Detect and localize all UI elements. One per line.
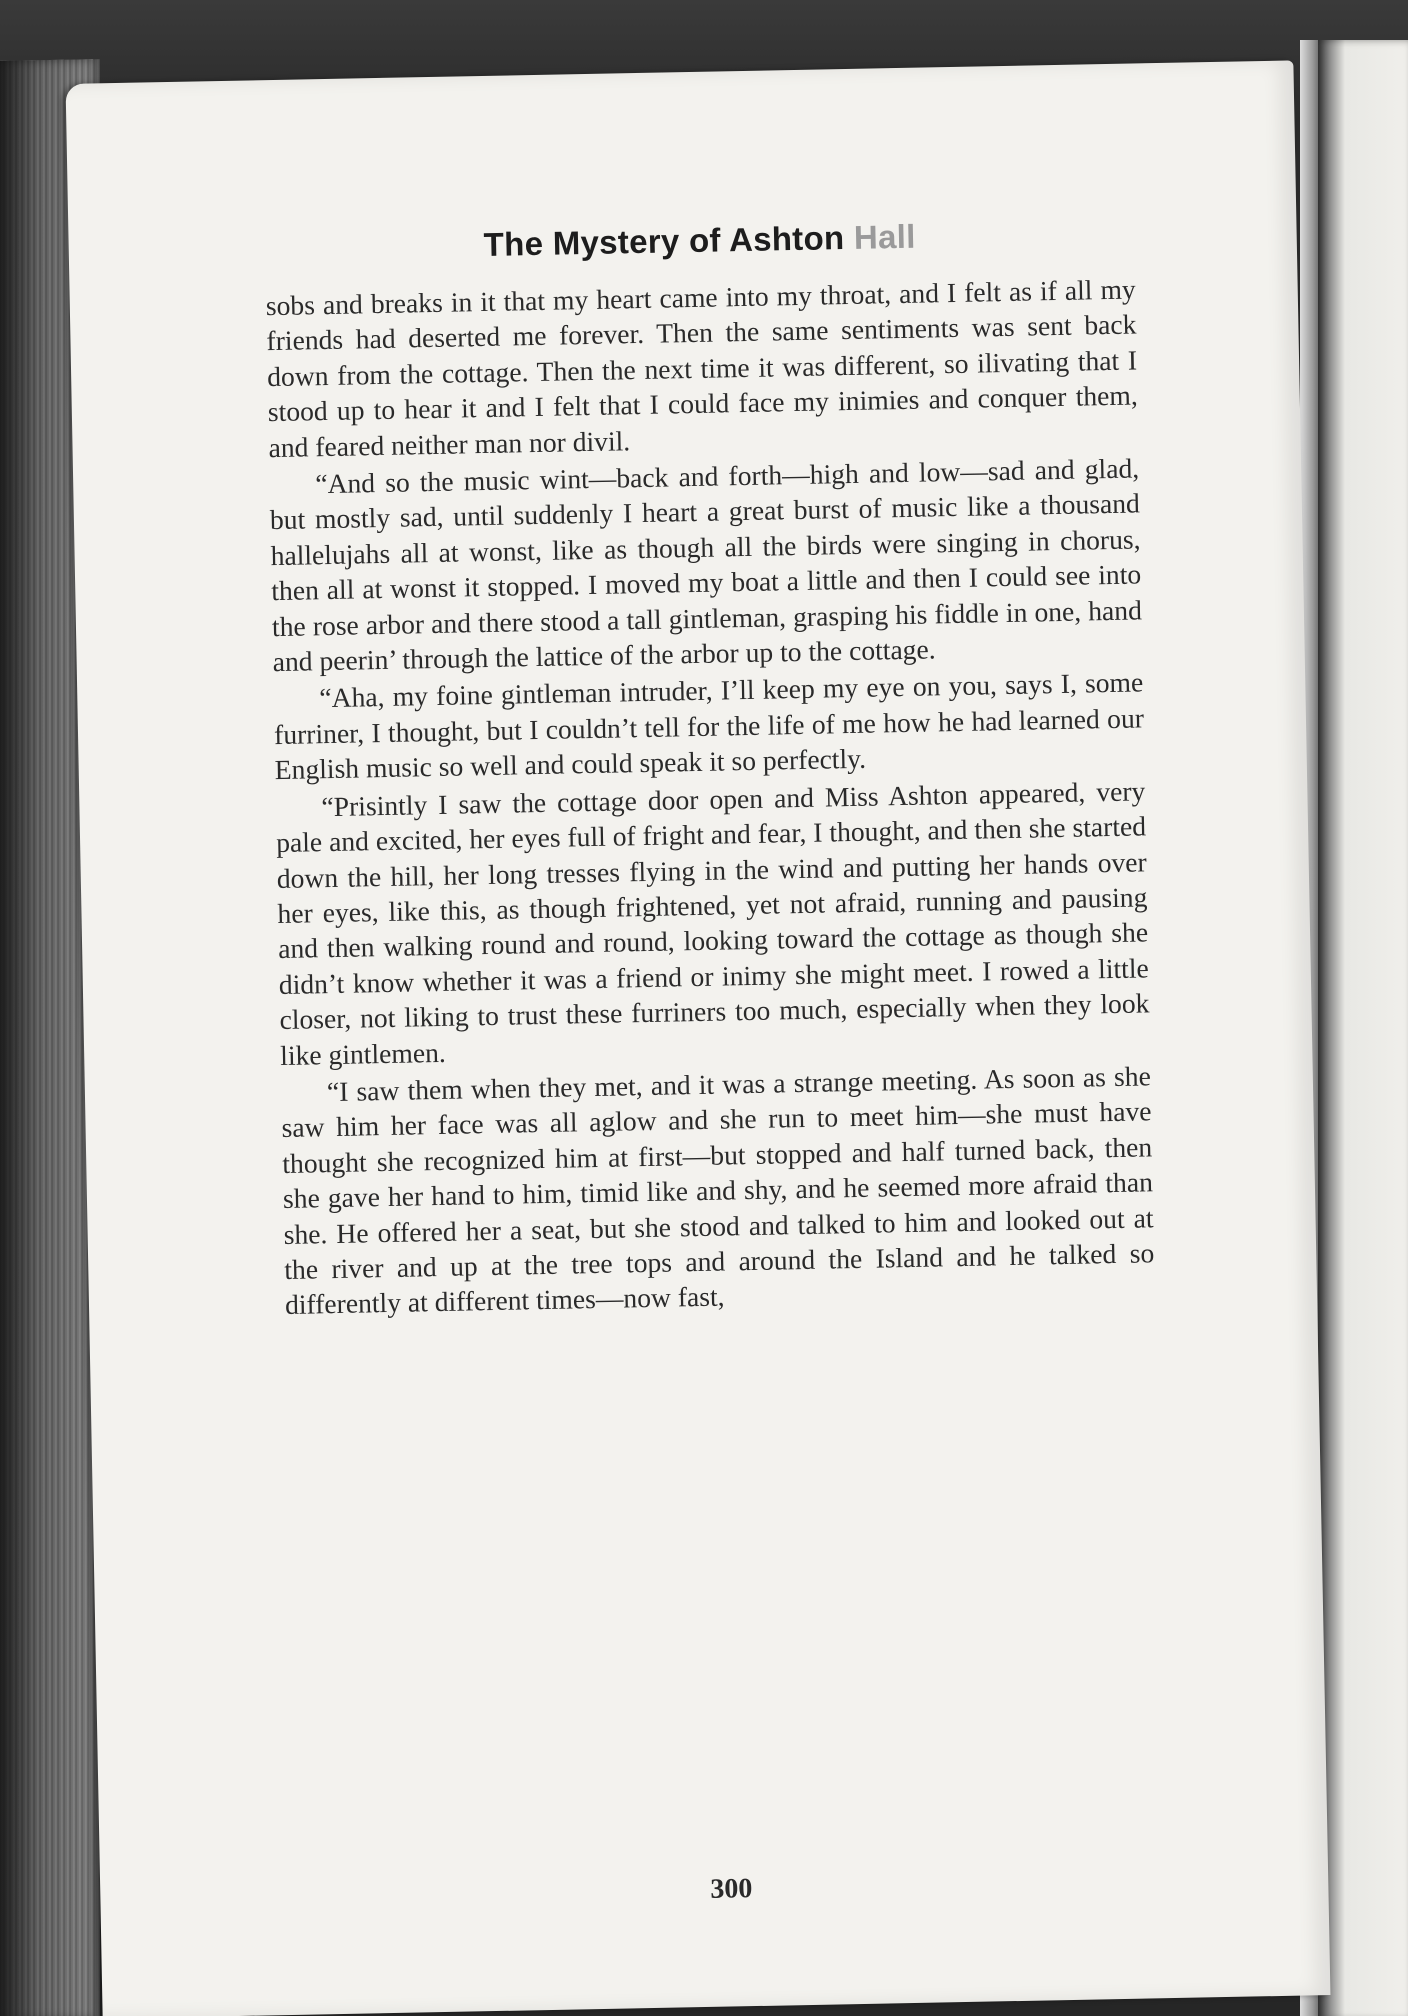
book-page [66, 60, 1331, 2016]
running-head-title: The Mystery of Ashton [483, 219, 845, 263]
paragraph-3: “Aha, my foine gintleman intruder, I’ll keep my eye on you, says I, some furriner, I thought, but I couldn’t tell for the life of me how he had learned our English music so well and could speak it so perfectly. [273, 666, 1145, 786]
running-head-title-end: Hall [853, 217, 916, 256]
running-head [264, 213, 1135, 268]
page-content [264, 213, 1155, 1905]
paragraph-5: “I saw them when they met, and it was a strange meeting. As soon as she saw him her face was all aglow and she run to meet him—she must have thought she recognized him at first—but stopped and half turned back, then she gave her hand to him, timid like and shy, and he seemed more afraid than she. He offered her a seat, but she stood and talked to him and looked out at the river and up at the tree tops and around the Island and he talked so differently at different times—now fast, [281, 1060, 1155, 1321]
page-number: 300 [710, 1873, 753, 1905]
paragraph-1: sobs and breaks in it that my heart came into my throat, and I felt as if all my friends had deserted me forever. Then the same sentiments was sent back down from the cottage. Then the next time it was different, so ilivating that I stood up to hear it and I felt that I could face my inimies and conquer them, and feared neither man nor divil. [265, 273, 1139, 463]
paragraph-4: “Prisintly I saw the cottage door open and Miss Ashton appeared, very pale and excited, her eyes full of fright and fear, I thought, and then she started down the hill, her long tresses flying in the wind and putting her hands over her eyes, like this, as though frightened, yet not afraid, running and pausing and then walking round and round, looking toward the cottage as though she didn’t know whether it was a friend or inimy she might meet. I rowed a little closer, not liking to trust these furriners too much, especially when they look like gintlemen. [275, 775, 1150, 1071]
facing-page-edge [1318, 40, 1408, 2016]
paragraph-2: “And so the music wint—back and forth—high and low—sad and glad, but mostly sad, until suddenly I heart a great burst of music like a thousand hallelujahs all at wonst, like as though all the birds were singing in chorus, then all at wonst it stopped. I moved my boat a little and then I could see into the rose arbor and there stood a tall gintleman, grasping his fiddle in one, hand and peerin’ through the lattice of the arbor up to the cottage. [269, 452, 1143, 678]
body-text [265, 271, 1155, 1322]
